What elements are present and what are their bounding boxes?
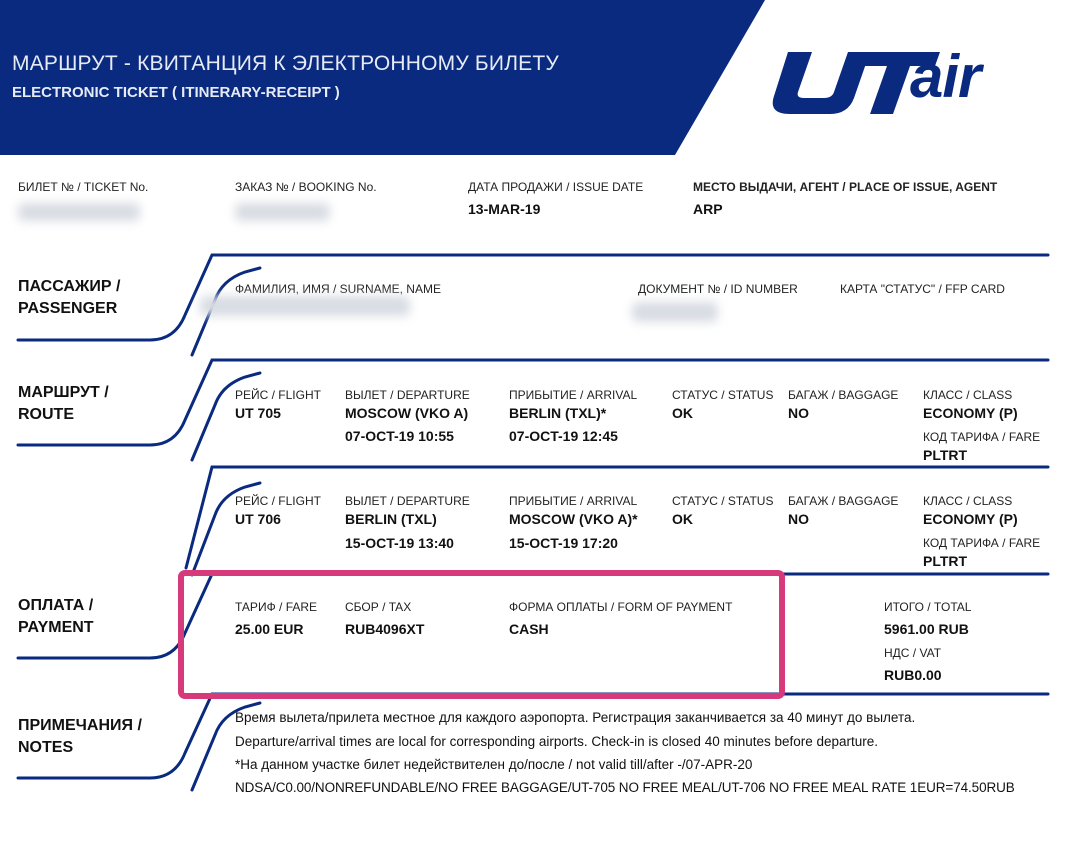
place-of-issue-label: МЕСТО ВЫДАЧИ, АГЕНТ / PLACE OF ISSUE, AGENT (693, 180, 998, 194)
note-line-1: Время вылета/прилета местное для каждого аэропорта. Регистрация заканчивается за 40 минут до вылета. (235, 710, 916, 725)
notes-section-title: ПРИМЕЧАНИЯ / NOTES (18, 717, 142, 756)
departure-label: ВЫЛЕТ / DEPARTURE (345, 388, 470, 402)
flight-number: UT 705 (235, 405, 281, 421)
passenger-name-redacted (200, 296, 410, 316)
note-line-2: Departure/arrival times are local for corresponding airports. Check-in is closed 40 minutes before departure. (235, 734, 879, 749)
fare-code-label: КОД ТАРИФА / FARE (923, 430, 1041, 444)
place-of-issue-value: ARP (693, 201, 723, 217)
class-label: КЛАСС / CLASS (923, 388, 1013, 402)
ffp-card-label: КАРТА "СТАТУС" / FFP CARD (840, 282, 1005, 296)
fare-label: ТАРИФ / FARE (235, 600, 318, 614)
fare-code-value: PLTRT (923, 553, 968, 569)
status-label: СТАТУС / STATUS (672, 494, 774, 508)
vat-value: RUB0.00 (884, 667, 942, 683)
issue-date-label: ДАТА ПРОДАЖИ / ISSUE DATE (468, 180, 644, 194)
departure-place: MOSCOW (VKO A) (345, 405, 469, 421)
arrival-time: 15-OCT-19 17:20 (509, 535, 618, 551)
arrival-label: ПРИБЫТИЕ / ARRIVAL (509, 494, 638, 508)
departure-time: 15-OCT-19 13:40 (345, 535, 454, 551)
total-label: ИТОГО / TOTAL (884, 600, 972, 614)
flight-number: UT 706 (235, 511, 281, 527)
id-number-label: ДОКУМЕНТ № / ID NUMBER (638, 282, 798, 296)
note-line-3: *На данном участке билет недействителен до/после / not valid till/after -/07-APR-20 (235, 757, 753, 772)
route-section-title: МАРШРУТ / ROUTE (18, 384, 109, 423)
fare-code-value: PLTRT (923, 447, 968, 463)
flight-label: РЕЙС / FLIGHT (235, 494, 321, 508)
header-title-ru: МАРШРУТ - КВИТАНЦИЯ К ЭЛЕКТРОННОМУ БИЛЕТУ (12, 52, 559, 75)
total-value: 5961.00 RUB (884, 621, 969, 637)
fare-code-label: КОД ТАРИФА / FARE (923, 536, 1041, 550)
baggage-label: БАГАЖ / BAGGAGE (788, 388, 899, 402)
payment-form-value: CASH (509, 621, 549, 637)
fare-value: 25.00 EUR (235, 621, 304, 637)
arrival-time: 07-OCT-19 12:45 (509, 428, 618, 444)
note-line-4: NDSA/C0.00/NONREFUNDABLE/NO FREE BAGGAGE/UT-705 NO FREE MEAL/UT-706 NO FREE MEAL RATE 1EUR=74.50RUB (235, 780, 1015, 795)
baggage-value: NO (788, 405, 809, 421)
issue-date-value: 13-MAR-19 (468, 201, 541, 217)
departure-label: ВЫЛЕТ / DEPARTURE (345, 494, 470, 508)
status-value: OK (672, 511, 693, 527)
header-title-en: ELECTRONIC TICKET ( ITINERARY-RECEIPT ) (12, 84, 340, 101)
class-value: ECONOMY (P) (923, 405, 1018, 421)
booking-number-redacted (235, 203, 330, 221)
passenger-section-title: ПАССАЖИР / PASSENGER (18, 278, 121, 317)
status-label: СТАТУС / STATUS (672, 388, 774, 402)
ticket-number-label: БИЛЕТ № / TICKET No. (18, 180, 149, 194)
payment-form-label: ФОРМА ОПЛАТЫ / FORM OF PAYMENT (509, 600, 733, 614)
payment-section-title: ОПЛАТА / PAYMENT (18, 597, 94, 636)
booking-number-label: ЗАКАЗ № / BOOKING No. (235, 180, 377, 194)
logo-air-text: air (910, 43, 981, 110)
class-value: ECONOMY (P) (923, 511, 1018, 527)
arrival-place: MOSCOW (VKO A)* (509, 511, 638, 527)
arrival-place: BERLIN (TXL)* (509, 405, 607, 421)
id-number-redacted (632, 302, 718, 322)
ticket-number-redacted (18, 203, 140, 221)
flight-label: РЕЙС / FLIGHT (235, 388, 321, 402)
tax-value: RUB4096XT (345, 621, 425, 637)
class-label: КЛАСС / CLASS (923, 494, 1013, 508)
departure-place: BERLIN (TXL) (345, 511, 437, 527)
departure-time: 07-OCT-19 10:55 (345, 428, 454, 444)
arrival-label: ПРИБЫТИЕ / ARRIVAL (509, 388, 638, 402)
passenger-name-label: ФАМИЛИЯ, ИМЯ / SURNAME, NAME (235, 282, 441, 296)
baggage-label: БАГАЖ / BAGGAGE (788, 494, 899, 508)
status-value: OK (672, 405, 693, 421)
vat-label: НДС / VAT (884, 646, 942, 660)
tax-label: СБОР / TAX (345, 600, 412, 614)
baggage-value: NO (788, 511, 809, 527)
